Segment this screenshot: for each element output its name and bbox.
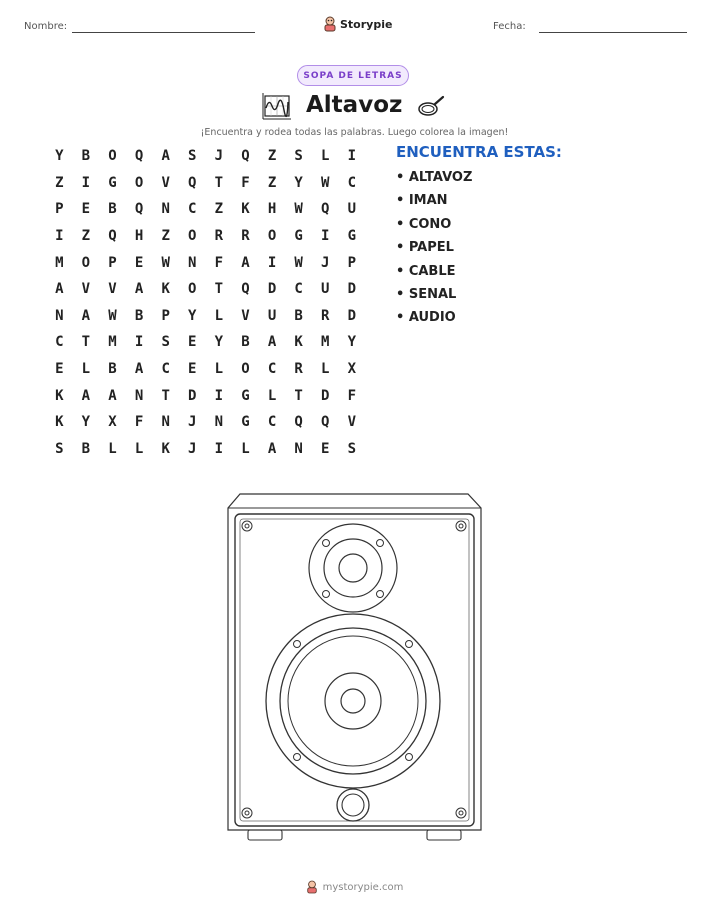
grid-letter[interactable]: Z bbox=[267, 148, 277, 165]
word-item: • ALTAVOZ bbox=[396, 170, 473, 185]
grid-letter[interactable]: U bbox=[267, 307, 277, 324]
word-item: • CABLE bbox=[396, 263, 456, 279]
frying-pan-icon bbox=[417, 94, 445, 118]
grid-row bbox=[46, 329, 365, 356]
grid-letter[interactable]: K bbox=[161, 281, 170, 298]
grid-letter[interactable]: T bbox=[161, 387, 170, 404]
grid-letter[interactable]: H bbox=[134, 228, 144, 245]
grid-letter[interactable]: X bbox=[347, 361, 357, 378]
grid-letter[interactable]: C bbox=[267, 361, 277, 378]
grid-letter[interactable]: E bbox=[188, 361, 197, 378]
word-item: • SENAL bbox=[396, 286, 457, 302]
grid-letter[interactable]: Q bbox=[188, 174, 197, 191]
grid-letter[interactable]: N bbox=[161, 201, 170, 218]
grid-letter[interactable]: O bbox=[241, 361, 250, 378]
storypie-logo-icon bbox=[306, 880, 318, 894]
word-item: • CONO bbox=[396, 216, 452, 232]
grid-letter[interactable]: X bbox=[108, 414, 117, 431]
grid-letter[interactable]: A bbox=[267, 334, 277, 351]
footer-url[interactable]: mystorypie.com bbox=[322, 881, 404, 893]
grid-letter[interactable]: Y bbox=[55, 148, 64, 165]
grid-letter[interactable]: R bbox=[321, 307, 330, 324]
grid-letter[interactable]: Q bbox=[241, 148, 250, 165]
speaker-illustration bbox=[222, 490, 487, 852]
grid-letter[interactable]: Q bbox=[321, 201, 330, 218]
grid-letter[interactable]: T bbox=[214, 281, 224, 298]
grid-letter[interactable]: L bbox=[214, 307, 224, 324]
grid-row bbox=[46, 303, 365, 330]
grid-letter[interactable]: W bbox=[108, 307, 117, 324]
grid-row bbox=[46, 382, 365, 409]
grid-letter[interactable]: A bbox=[81, 307, 91, 324]
grid-letter[interactable]: Y bbox=[81, 414, 91, 431]
grid-letter[interactable]: W bbox=[294, 254, 303, 271]
grid-letter[interactable]: E bbox=[321, 440, 330, 457]
grid-letter[interactable]: D bbox=[347, 307, 357, 324]
grid-letter[interactable]: G bbox=[241, 414, 250, 431]
name-field[interactable] bbox=[72, 32, 255, 33]
grid-letter[interactable]: O bbox=[267, 228, 277, 245]
grid-letter[interactable]: O bbox=[108, 148, 117, 165]
grid-letter[interactable]: L bbox=[214, 361, 224, 378]
grid-letter[interactable]: V bbox=[347, 414, 357, 431]
grid-row bbox=[46, 276, 365, 303]
grid-letter[interactable]: K bbox=[161, 440, 170, 457]
grid-letter[interactable]: L bbox=[267, 387, 277, 404]
page-title: Altavoz bbox=[306, 92, 403, 118]
grid-letter[interactable]: R bbox=[294, 361, 303, 378]
grid-letter[interactable]: C bbox=[347, 174, 357, 191]
grid-letter[interactable]: C bbox=[55, 334, 64, 351]
grid-letter[interactable]: H bbox=[267, 201, 277, 218]
grid-letter[interactable]: C bbox=[267, 414, 277, 431]
grid-letter[interactable]: A bbox=[241, 254, 250, 271]
grid-letter[interactable]: C bbox=[188, 201, 197, 218]
grid-letter[interactable]: N bbox=[134, 387, 144, 404]
grid-letter[interactable]: G bbox=[294, 228, 303, 245]
word-item: • AUDIO bbox=[396, 310, 456, 326]
grid-letter[interactable]: C bbox=[294, 281, 303, 298]
grid-letter[interactable]: A bbox=[161, 148, 170, 165]
grid-letter[interactable]: Y bbox=[188, 307, 197, 324]
grid-letter[interactable]: F bbox=[241, 174, 250, 191]
grid-row bbox=[46, 356, 365, 383]
oscilloscope-icon bbox=[262, 92, 292, 120]
letter-grid[interactable] bbox=[46, 143, 365, 462]
grid-letter[interactable]: I bbox=[347, 148, 357, 165]
grid-letter[interactable]: G bbox=[347, 228, 357, 245]
grid-letter[interactable]: M bbox=[321, 334, 330, 351]
grid-letter[interactable]: B bbox=[81, 148, 91, 165]
grid-letter[interactable]: A bbox=[55, 281, 64, 298]
grid-letter[interactable]: Y bbox=[214, 334, 224, 351]
grid-letter[interactable]: A bbox=[108, 387, 117, 404]
grid-letter[interactable]: T bbox=[294, 387, 303, 404]
grid-letter[interactable]: P bbox=[55, 201, 64, 218]
header bbox=[0, 16, 709, 40]
grid-letter[interactable]: L bbox=[321, 148, 330, 165]
grid-letter[interactable]: W bbox=[294, 201, 303, 218]
grid-row bbox=[46, 409, 365, 436]
grid-letter[interactable]: S bbox=[347, 440, 357, 457]
grid-letter[interactable]: G bbox=[241, 387, 250, 404]
grid-letter[interactable]: L bbox=[108, 440, 117, 457]
grid-row bbox=[46, 249, 365, 276]
grid-letter[interactable]: Z bbox=[267, 174, 277, 191]
grid-letter[interactable]: V bbox=[161, 174, 170, 191]
grid-letter[interactable]: L bbox=[81, 361, 91, 378]
grid-letter[interactable]: D bbox=[188, 387, 197, 404]
storypie-logo-icon bbox=[323, 16, 337, 32]
grid-letter[interactable]: O bbox=[134, 174, 144, 191]
grid-letter[interactable]: W bbox=[161, 254, 170, 271]
date-field[interactable] bbox=[539, 32, 687, 33]
grid-letter[interactable]: K bbox=[55, 414, 64, 431]
grid-letter[interactable]: P bbox=[108, 254, 117, 271]
word-list bbox=[396, 143, 562, 334]
grid-letter[interactable]: Q bbox=[108, 228, 117, 245]
grid-letter[interactable]: J bbox=[214, 148, 224, 165]
grid-letter[interactable]: L bbox=[134, 440, 144, 457]
grid-letter[interactable]: F bbox=[214, 254, 224, 271]
grid-letter[interactable]: Y bbox=[347, 334, 357, 351]
grid-letter[interactable]: N bbox=[214, 414, 224, 431]
name-label: Nombre: bbox=[24, 21, 68, 32]
grid-letter[interactable]: Z bbox=[81, 228, 91, 245]
grid-letter[interactable]: I bbox=[321, 228, 330, 245]
grid-letter[interactable]: R bbox=[241, 228, 250, 245]
grid-letter[interactable]: Q bbox=[294, 414, 303, 431]
grid-row bbox=[46, 143, 365, 170]
grid-letter[interactable]: Z bbox=[161, 228, 170, 245]
word-item: • PAPEL bbox=[396, 240, 454, 256]
grid-letter[interactable]: Q bbox=[134, 201, 144, 218]
grid-letter[interactable]: D bbox=[347, 281, 357, 298]
grid-letter[interactable]: S bbox=[294, 148, 303, 165]
grid-letter[interactable]: L bbox=[241, 440, 250, 457]
grid-letter[interactable]: D bbox=[267, 281, 277, 298]
grid-letter[interactable]: A bbox=[134, 281, 144, 298]
grid-letter[interactable]: Q bbox=[134, 148, 144, 165]
grid-letter[interactable]: N bbox=[294, 440, 303, 457]
grid-letter[interactable]: B bbox=[81, 440, 91, 457]
grid-letter[interactable]: D bbox=[321, 387, 330, 404]
grid-letter[interactable]: I bbox=[214, 440, 224, 457]
grid-letter[interactable]: I bbox=[55, 228, 64, 245]
grid-letter[interactable]: O bbox=[81, 254, 91, 271]
date-label: Fecha: bbox=[493, 21, 526, 32]
grid-letter[interactable]: E bbox=[134, 254, 144, 271]
grid-letter[interactable]: V bbox=[241, 307, 250, 324]
grid-letter[interactable]: S bbox=[188, 148, 197, 165]
grid-letter[interactable]: N bbox=[55, 307, 64, 324]
grid-letter[interactable]: P bbox=[161, 307, 170, 324]
word-item: • IMAN bbox=[396, 193, 448, 209]
grid-letter[interactable]: Q bbox=[241, 281, 250, 298]
grid-letter[interactable]: Y bbox=[294, 174, 303, 191]
grid-row bbox=[46, 436, 365, 463]
grid-letter[interactable]: J bbox=[188, 414, 197, 431]
grid-letter[interactable]: U bbox=[321, 281, 330, 298]
grid-row bbox=[46, 170, 365, 197]
grid-row bbox=[46, 223, 365, 250]
grid-letter[interactable]: B bbox=[108, 201, 117, 218]
grid-letter[interactable]: A bbox=[81, 387, 91, 404]
grid-letter[interactable]: G bbox=[108, 174, 117, 191]
brand-name: Storypie bbox=[340, 17, 393, 31]
grid-letter[interactable]: I bbox=[267, 254, 277, 271]
grid-letter[interactable]: Q bbox=[321, 414, 330, 431]
brand bbox=[323, 16, 392, 32]
grid-letter[interactable]: I bbox=[134, 334, 144, 351]
instructions: ¡Encuentra y rodea todas las palabras. Luego colorea la imagen! bbox=[200, 127, 509, 138]
grid-letter[interactable]: O bbox=[188, 281, 197, 298]
grid-letter[interactable]: K bbox=[55, 387, 64, 404]
grid-letter[interactable]: T bbox=[81, 334, 91, 351]
grid-letter[interactable]: E bbox=[188, 334, 197, 351]
grid-letter[interactable]: V bbox=[108, 281, 117, 298]
grid-letter[interactable]: R bbox=[214, 228, 224, 245]
grid-letter[interactable]: T bbox=[214, 174, 224, 191]
grid-letter[interactable]: K bbox=[241, 201, 250, 218]
grid-letter[interactable]: M bbox=[55, 254, 64, 271]
grid-letter[interactable]: U bbox=[347, 201, 357, 218]
grid-letter[interactable]: F bbox=[347, 387, 357, 404]
grid-letter[interactable]: V bbox=[81, 281, 91, 298]
grid-letter[interactable]: P bbox=[347, 254, 357, 271]
title-row bbox=[0, 90, 709, 124]
grid-letter[interactable]: B bbox=[241, 334, 250, 351]
word-list-title: ENCUENTRA ESTAS: bbox=[396, 143, 562, 161]
grid-letter[interactable]: W bbox=[321, 174, 330, 191]
grid-letter[interactable]: L bbox=[321, 361, 330, 378]
grid-letter[interactable]: E bbox=[81, 201, 91, 218]
grid-letter[interactable]: I bbox=[214, 387, 224, 404]
grid-letter[interactable]: K bbox=[294, 334, 303, 351]
grid-letter[interactable]: B bbox=[108, 361, 117, 378]
grid-letter[interactable]: B bbox=[134, 307, 144, 324]
grid-letter[interactable]: Z bbox=[55, 174, 64, 191]
grid-letter[interactable]: E bbox=[55, 361, 64, 378]
grid-letter[interactable]: O bbox=[188, 228, 197, 245]
grid-letter[interactable]: A bbox=[134, 361, 144, 378]
grid-letter[interactable]: N bbox=[188, 254, 197, 271]
footer bbox=[0, 880, 709, 894]
grid-letter[interactable]: Z bbox=[214, 201, 224, 218]
grid-row bbox=[46, 196, 365, 223]
grid-letter[interactable]: A bbox=[267, 440, 277, 457]
category-badge: SOPA DE LETRAS bbox=[297, 65, 409, 86]
grid-letter[interactable]: I bbox=[81, 174, 91, 191]
grid-letter[interactable]: F bbox=[134, 414, 144, 431]
grid-letter[interactable]: J bbox=[321, 254, 330, 271]
grid-letter[interactable]: N bbox=[161, 414, 170, 431]
grid-letter[interactable]: M bbox=[108, 334, 117, 351]
grid-letter[interactable]: S bbox=[55, 440, 64, 457]
grid-letter[interactable]: B bbox=[294, 307, 303, 324]
grid-letter[interactable]: S bbox=[161, 334, 170, 351]
grid-letter[interactable]: J bbox=[188, 440, 197, 457]
grid-letter[interactable]: C bbox=[161, 361, 170, 378]
